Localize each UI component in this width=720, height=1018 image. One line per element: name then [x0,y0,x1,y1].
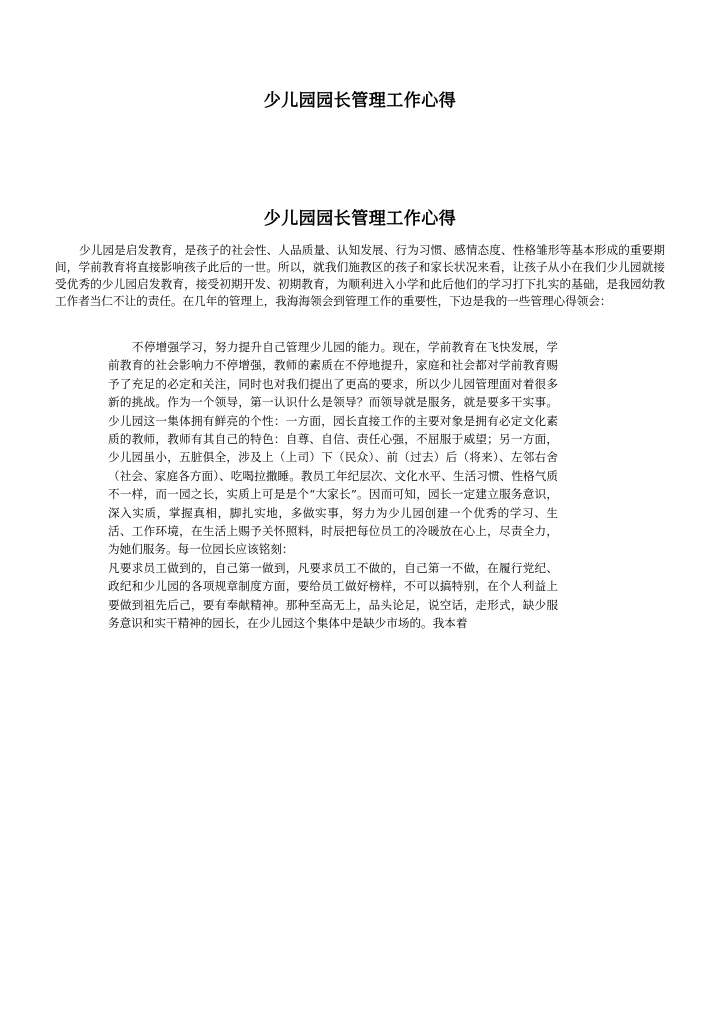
intro-paragraph: 少儿园是启发教育，是孩子的社会性、人品质量、认知发展、行为习惯、感情态度、性格雏形等基本形成的重要期间，学前教育将直接影响孩子此后的一世。所以，就我们施教区的孩子和家长状况来看，让孩子从小在我们少儿园就接受优秀的少儿园启发教育，接受初期开发、初期教育，为顺利进入小学和此后他们的学习打下扎实的基础，是我园幼教工作者当仁不让的责任。在几年的管理上，我海海领会到管理工作的重要性，下边是我的一些管理心得领会： [55,243,665,308]
document-heading: 少儿园园长管理工作心得 [263,209,457,229]
continuation-paragraph: 凡要求员工做到的，自己第一做到，凡要求员工不做的，自己第一不做，在履行党纪、政纪和少儿园的各项规章制度方面，要给员工做好榜样，不可以搞特别，在个人利益上要做到祖先后己，要有奉献精神。那种至高无上，品头论足，说空话，走形式，缺少服务意识和实干精神的园长，在少儿园这个集体中是缺少市场的。我本着 [108,560,558,631]
section-block [108,338,558,633]
section-paragraph: 不停增强学习，努力提升自己管理少儿园的能力。现在，学前教育在飞快发展，学前教育的社会影响力不停增强，教师的素质在不停地提升，家庭和社会都对学前教育赐予了充足的必定和关注，同时也对我们提出了更高的要求，所以少儿园管理面对着很多新的挑战。作为一个领导，第一认识什么是领导？而领导就是服务，就是要多干实事。少儿园这一集体拥有鲜亮的个性：一方面，园长直接工作的主要对象是拥有必定文化素质的教师，教师有其自己的特色：自尊、自信、责任心强，不屈服于威望；另一方面，少儿园虽小，五脏俱全，涉及上（上司）下（民众）、前（过去）后（将来）、左邻右舍（社会、家庭各方面）、吃喝拉撒睡。教员工年纪层次、文化水平、生活习惯、性格气质不一样，而一园之长，实质上可是是个“大家长”。因而可知，园长一定建立服务意识，深入实质，掌握真相，脚扎实地，多做实事，努力为少儿园创建一个优秀的学习、生活、工作环境，在生活上赐予关怀照料，时辰把每位员工的冷暖放在心上，尽责全力，为她们服务。每一位园长应该铭刻： [108,340,558,557]
page-title: 少儿园园长管理工作心得 [263,91,457,111]
